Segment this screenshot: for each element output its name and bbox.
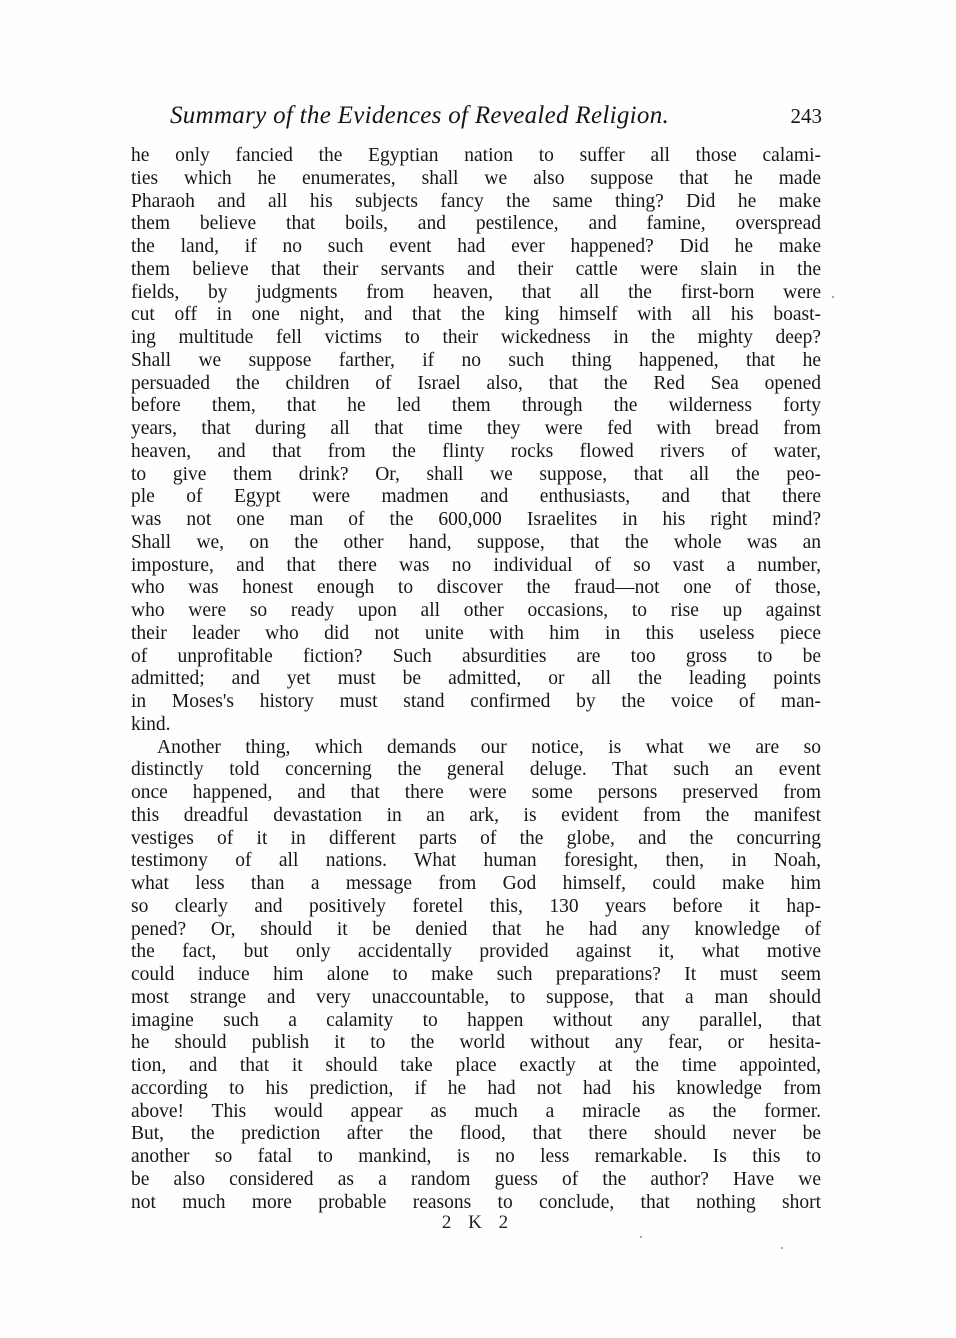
- text-line: Pharaoh and all his subjects fancy the same thing? Did he make: [131, 190, 821, 212]
- text-line: tion, and that it should take place exactly at the time appointed,: [131, 1055, 821, 1076]
- text-line: another so fatal to mankind, is no less remarkable. Is this to: [131, 1146, 821, 1167]
- text-line: cut off in one night, and that the king himself with all his boast-: [131, 304, 821, 326]
- text-line: them believe that their servants and their cattle were slain in the: [131, 258, 821, 280]
- text-line: he only fancied the Egyptian nation to suffer all those calami-: [131, 145, 821, 166]
- text-line: Shall we suppose farther, if no such thing happened, that he: [131, 349, 821, 371]
- scan-speck: [781, 1247, 783, 1249]
- text-line: fields, by judgments from heaven, that all the first-born were: [131, 281, 821, 303]
- text-line: before them, that he led them through the wilderness forty: [131, 395, 821, 417]
- paragraph-2: [131, 737, 821, 1215]
- text-line: could induce him alone to make such preparations? It must seem: [131, 964, 821, 985]
- text-line: them believe that boils, and pestilence, and famine, overspread: [131, 213, 821, 235]
- running-title: Summary of the Evidences of Revealed Religion.: [170, 102, 670, 129]
- text-line: what less than a message from God himself, could make him: [131, 873, 821, 894]
- text-line: Another thing, which demands our notice, is what we are so: [157, 736, 821, 758]
- text-line: persuaded the children of Israel also, that the Red Sea opened: [131, 372, 821, 394]
- paragraph-1: [131, 145, 821, 737]
- scan-speck: [832, 296, 834, 298]
- running-head: [170, 102, 822, 136]
- text-line: Shall we, on the other hand, suppose, that the whole was an: [131, 531, 821, 553]
- text-line: kind.: [131, 713, 171, 735]
- text-line: heaven, and that from the flinty rocks flowed rivers of water,: [131, 440, 821, 462]
- text-line: to give them drink? Or, shall we suppose, that all the peo-: [131, 463, 821, 485]
- text-line: years, that during all that time they were fed with bread from: [131, 418, 821, 439]
- text-line: distinctly told concerning the general deluge. That such an event: [131, 759, 821, 781]
- body-text: [131, 145, 821, 1214]
- text-line: was not one man of the 600,000 Israelites in his right mind?: [131, 509, 821, 530]
- text-line: testimony of all nations. What human foresight, then, in Noah,: [131, 850, 821, 872]
- text-line: imagine such a calamity to happen without any parallel, that: [131, 1009, 821, 1031]
- page-number: 243: [790, 104, 822, 128]
- text-line: most strange and very unaccountable, to suppose, that a man should: [131, 986, 821, 1008]
- text-line: of unprofitable fiction? Such absurdities are too gross to be: [131, 645, 821, 667]
- text-line: in Moses's history must stand confirmed by the voice of man-: [131, 691, 821, 712]
- text-line: admitted; and yet must be admitted, or all the leading points: [131, 668, 821, 690]
- text-line: according to his prediction, if he had not had his knowledge from: [131, 1077, 821, 1099]
- text-line: imposture, and that there was no individual of so vast a number,: [131, 554, 821, 576]
- text-line: the fact, but only accidentally provided against it, what motive: [131, 941, 821, 963]
- text-line: their leader who did not unite with him in this useless piece: [131, 622, 821, 644]
- text-line: the land, if no such event had ever happened? Did he make: [131, 236, 821, 257]
- text-line: ties which he enumerates, shall we also suppose that he made: [131, 167, 821, 189]
- text-line: this dreadful devastation in an ark, is evident from the manifest: [131, 804, 821, 826]
- text-line: But, the prediction after the flood, that there should never be: [131, 1123, 821, 1145]
- text-line: pened? Or, should it be denied that he had any knowledge of: [131, 918, 821, 940]
- text-line: who was honest enough to discover the fraud—not one of those,: [131, 577, 821, 599]
- text-line: above! This would appear as much a miracle as the former.: [131, 1100, 821, 1122]
- text-line: not much more probable reasons to conclude, that nothing short: [131, 1191, 821, 1213]
- text-line: who were so ready upon all other occasions, to rise up against: [131, 600, 821, 621]
- scan-speck: [640, 1236, 642, 1238]
- text-line: ple of Egypt were madmen and enthusiasts, and that there: [131, 486, 821, 508]
- text-line: he should publish it to the world without any fear, or hesita-: [131, 1032, 821, 1054]
- signature-mark: 2 K 2: [441, 1212, 515, 1233]
- text-line: so clearly and positively foretel this, 130 years before it hap-: [131, 895, 821, 917]
- text-line: once happened, and that there were some persons preserved from: [131, 782, 821, 803]
- text-line: be also considered as a random guess of the author? Have we: [131, 1168, 821, 1190]
- text-line: vestiges of it in different parts of the globe, and the concurring: [131, 827, 821, 849]
- text-line: ing multitude fell victims to their wickedness in the mighty deep?: [131, 327, 821, 348]
